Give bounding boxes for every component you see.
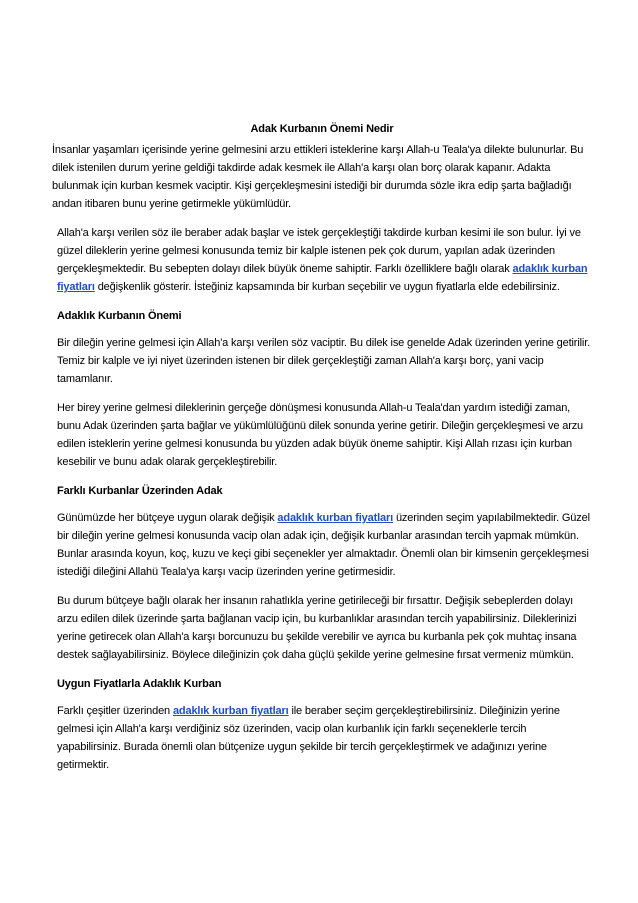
paragraph-7 xyxy=(52,702,592,774)
document-title: Adak Kurbanın Önemi Nedir xyxy=(250,123,394,135)
paragraph-2 xyxy=(52,224,592,296)
paragraph-2-text-a: Allah'a karşı verilen söz ile beraber adak başlar ve istek gerçekleştiği takdirde kurban kesimi ile son bulur. İyi ve güzel dileklerin yerine gelmesi konusunda temiz bir kalple istenen pek çok durum, yapılan adak üzerinden gerçekleşmektedir. Bu sebepten dolayı dilek büyük öneme sahiptir. Farklı özelliklere bağlı olarak xyxy=(57,227,581,275)
paragraph-7-text-b: ile beraber seçim gerçekleştirebilirsiniz. Dileğinizin yerine gelmesi için Allah'a karşı verdiğiniz söz üzerinden, vacip olan kurbanlık için farklı seçeneklerle tercih yapabilirsiniz. Burada önemli olan bütçenize uygun şekilde bir tercih gerçekleştirmek ve adağınızı yerine getirmektir. xyxy=(57,705,560,771)
adaklik-kurban-fiyatlari-link-1[interactable]: adaklık kurban fiyatları xyxy=(57,263,588,293)
paragraph-3: Bir dileğin yerine gelmesi için Allah'a karşı verilen söz vaciptir. Bu dilek ise genelde Adak üzerinden yerine getirilir. Temiz bir kalple ve iyi niyet üzerinden istenen bir dilek gerçekleştiği zaman Allah'a karşı borç, yani vacip tamamlanır. xyxy=(57,337,591,385)
paragraph-5-text-b: üzerinden seçim yapılabilmektedir. Güzel bir dileğin yerine gelmesi konusunda vacip olan adak için, değişik kurbanlar arasından tercih yapmak mümkün. Bunlar arasında koyun, koç, kuzu ve keçi gibi seçenekler yer almaktadır. Önemli olan bir kimsenin gerçekleşmesi istediği dileğini Allahü Teala'ya karşı vacip üzerinden yerine getirmesidir. xyxy=(57,512,590,578)
heading-uygun-fiyatlarla: Uygun Fiyatlarla Adaklık Kurban xyxy=(57,678,222,690)
paragraph-7-text-a: Farklı çeşitler üzerinden xyxy=(57,705,171,717)
document-page xyxy=(52,120,592,785)
heading-farkli-kurbanlar: Farklı Kurbanlar Üzerinden Adak xyxy=(57,485,223,497)
adaklik-kurban-fiyatlari-link-3[interactable]: adaklık kurban fiyatları xyxy=(172,705,289,717)
heading-adaklik-kurbanin-onemi: Adaklık Kurbanın Önemi xyxy=(57,310,182,322)
paragraph-1: İnsanlar yaşamları içerisinde yerine gelmesini arzu ettikleri isteklerine karşı Allah-u Teala'ya dilekte bulunurlar. Bu dilek istenilen durum yerine geldiği takdirde adak kesmek ile Allah'a karşı olan borç olarak kapanır. Adakta bulunmak için kurban kesmek vaciptir. Kişi gerçekleşmesini istediği bir durumda sözle ikra edip şarta bağladığı andan itibaren bunu yerine getirmekle yükümlüdür. xyxy=(52,144,584,210)
paragraph-6: Bu durum bütçeye bağlı olarak her insanın rahatlıkla yerine getirileceği bir fırsattır. Değişik sebeplerden dolayı arzu edilen dilek üzerinde şarta bağlanan vacip için, bu kurbanlıklar arasından tercih yapabilirsiniz. Dileklerinizi yerine getirecek olan Allah'a karşı borcunuzu bu şekilde verebilir ve ayrıca bu kurbanla pek çok muhtaç insana destek sağlayabilirsiniz. Böylece dileğinizin çok daha güçlü şekilde yerine gelmesine fırsat vermeniz mümkün. xyxy=(57,595,577,661)
paragraph-4: Her birey yerine gelmesi dileklerinin gerçeğe dönüşmesi konusunda Allah-u Teala'dan yardım istediği zaman, bunu Adak üzerinden şarta bağlar ve yükümlülüğünü dilek sonunda yerine getirir. Dileğin gerçekleşmesi ve arzu edilen isteklerin yerine gelmesi konusunda bu yüzden adak büyük öneme sahiptir. Kişi Allah rızası için kurban kesebilir ve bunu adak olarak gerçekleştirebilir. xyxy=(57,402,584,468)
paragraph-2-text-b: değişkenlik gösterir. İsteğiniz kapsamında bir kurban seçebilir ve uygun fiyatlarla elde edebilirsiniz. xyxy=(97,281,560,293)
paragraph-5-text-a: Günümüzde her bütçeye uygun olarak değişik xyxy=(57,512,275,524)
adaklik-kurban-fiyatlari-link-2[interactable]: adaklık kurban fiyatları xyxy=(277,512,394,524)
paragraph-5 xyxy=(52,509,592,581)
